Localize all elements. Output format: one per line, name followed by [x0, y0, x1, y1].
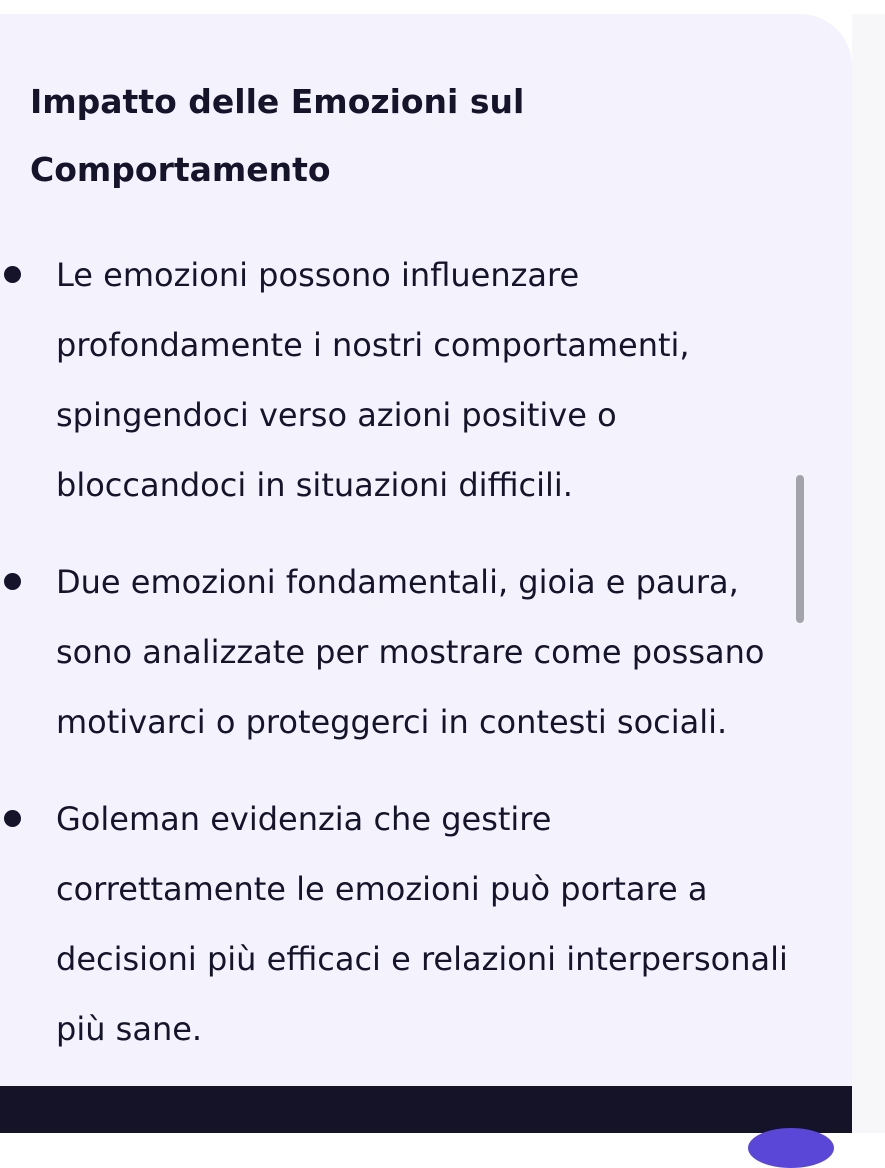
bullet-item [0, 547, 790, 757]
card-title: Impatto delle Emozioni sul Comportamento [30, 82, 525, 189]
page-background-right [852, 14, 885, 1086]
bottom-toolbar [0, 1086, 852, 1133]
bullet-text: Due emozioni fondamentali, gioia e paura, sono analizzate per mostrare come possano motivarci o proteggerci in contesti sociali. [56, 563, 765, 741]
bullet-dot-icon [4, 810, 21, 827]
bullet-text: Le emozioni possono influenzare profondamente i nostri comportamenti, spingendoci verso azioni positive o bloccandoci in situazioni difficili. [56, 256, 690, 504]
page-background-bottom-right [852, 1086, 885, 1133]
bullet-item [0, 784, 790, 1064]
floating-action-button[interactable] [748, 1128, 834, 1168]
bullet-text: Goleman evidenzia che gestire correttamente le emozioni può portare a decisioni più efficaci e relazioni interpersonali più sane. [56, 800, 788, 1048]
content-card [0, 14, 852, 1086]
bullet-item [0, 240, 790, 520]
scrollbar-thumb[interactable] [796, 475, 804, 623]
bullet-list [0, 240, 790, 1086]
bullet-dot-icon [4, 266, 21, 283]
bullet-dot-icon [4, 573, 21, 590]
